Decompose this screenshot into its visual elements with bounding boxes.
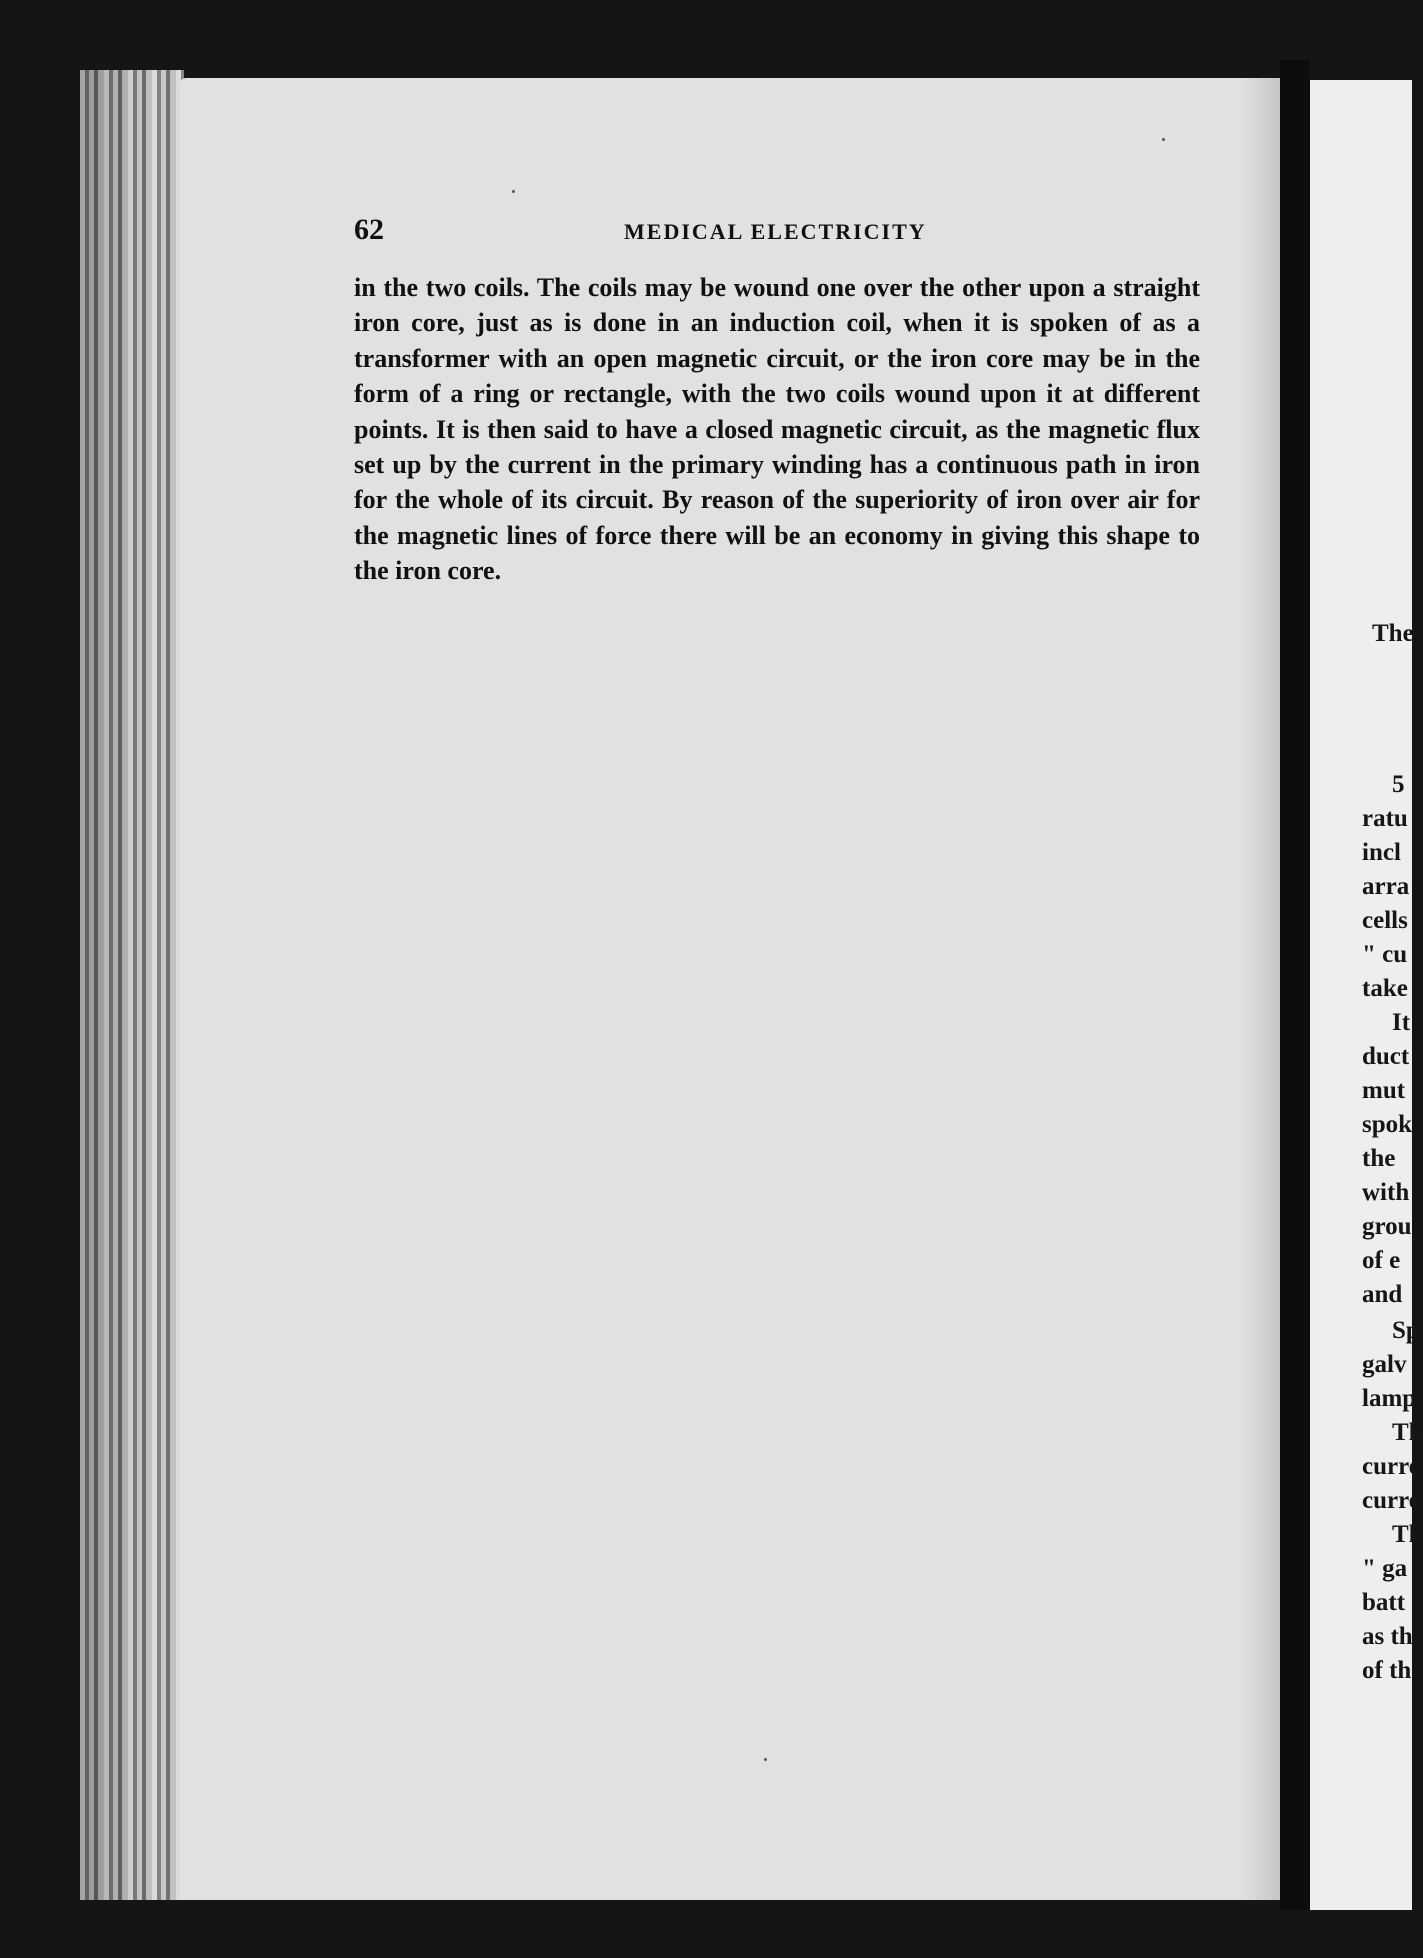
right-fragment: as th (1362, 1623, 1413, 1650)
dust-speck (1162, 138, 1165, 141)
right-fragment: spok (1362, 1111, 1413, 1138)
right-fragment: Sp (1392, 1317, 1420, 1344)
right-fragment: the (1362, 1145, 1396, 1172)
right-fragment: lamp (1362, 1385, 1417, 1412)
right-fragment: of th (1362, 1657, 1412, 1684)
right-fragment: 5 (1392, 771, 1405, 798)
right-fragment: cells (1362, 907, 1408, 934)
right-fragment: ratu (1362, 805, 1408, 832)
right-fragment: and (1362, 1281, 1403, 1308)
binding-shadow (80, 70, 184, 1900)
right-fragment: The (1372, 620, 1414, 647)
right-fragment: incl (1362, 839, 1401, 866)
right-fragment: take (1362, 975, 1408, 1002)
right-fragment: duct (1362, 1043, 1410, 1070)
right-fragment: with (1362, 1179, 1410, 1206)
right-fragment: " cu (1362, 941, 1408, 968)
right-fragment: Th (1392, 1521, 1423, 1548)
right-fragment: Th (1392, 1419, 1423, 1446)
dust-speck (512, 190, 515, 193)
page-number: 62 (354, 213, 384, 246)
page-header (354, 210, 1200, 250)
dust-speck (764, 1758, 767, 1761)
right-fragment: batt (1362, 1589, 1406, 1616)
body-paragraph: in the two coils. The coils may be wound one over the other upon a straight iron core, just as is done in an induction coil, when it is spoken of as a transformer with an open magnetic circuit, or the iron core may be in the form of a ring or rectangle, with the two coils wound upon it at different points. It is then said to have a closed magnetic circuit, as the magnetic flux set up by the current in the primary winding has a continuous path in iron for the whole of its circuit. By reason of the superiority of iron over air for the magnetic lines of force there will be an economy in giving this shape to the iron core. (354, 273, 1200, 586)
right-fragment: mut (1362, 1077, 1406, 1104)
right-fragment: arra (1362, 873, 1410, 900)
right-fragment: curre (1362, 1487, 1420, 1514)
right-fragment: grou (1362, 1213, 1412, 1240)
right-fragment: " ga (1362, 1555, 1408, 1582)
right-fragment: It (1392, 1009, 1411, 1036)
right-fragment: curre (1362, 1453, 1420, 1480)
right-fragment: galv (1362, 1351, 1407, 1378)
running-head: MEDICAL ELECTRICITY (624, 219, 927, 244)
page-gutter (1280, 60, 1310, 1910)
book-binding (80, 70, 184, 1900)
right-fragment: of e (1362, 1247, 1401, 1274)
